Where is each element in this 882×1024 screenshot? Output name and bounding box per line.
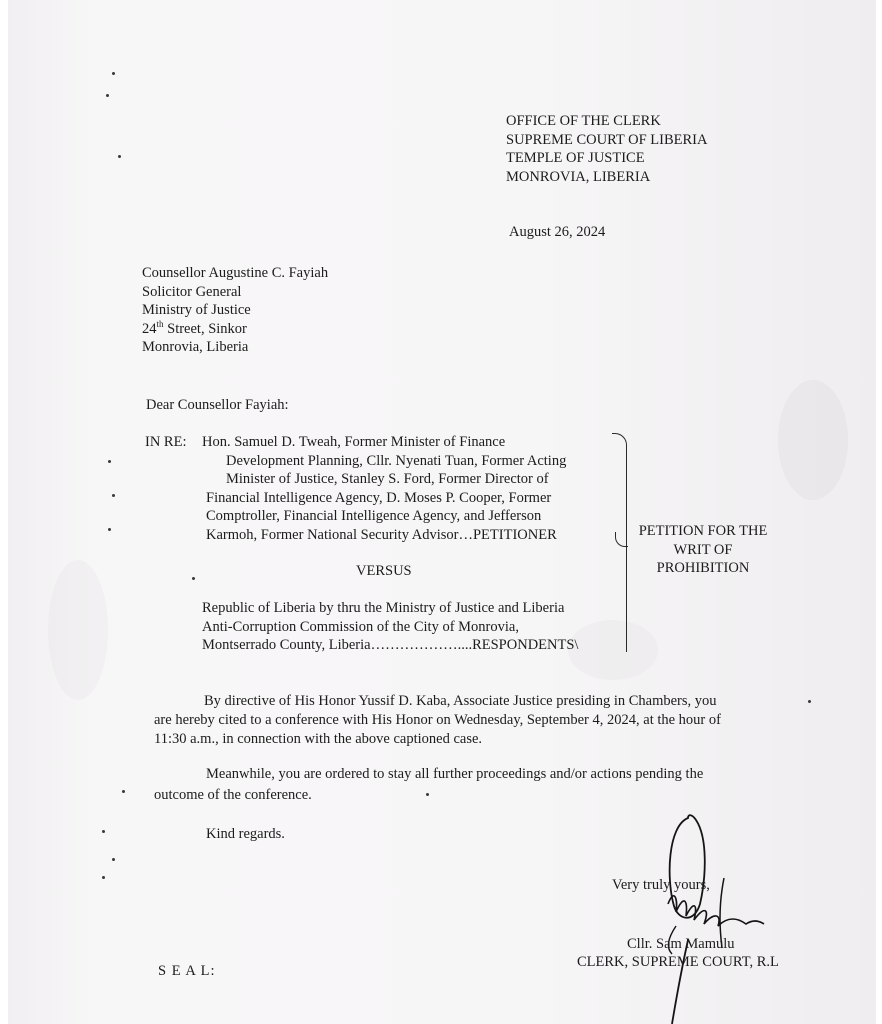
respondent-line: Anti-Corruption Commission of the City of Monrovia,: [202, 618, 519, 635]
petition-line: WRIT OF: [673, 541, 733, 558]
addressee-name: Counsellor Augustine C. Fayiah: [142, 265, 329, 281]
body-paragraph-2-line-2: outcome of the conference.: [154, 787, 312, 803]
in-re-label: IN RE:: [145, 434, 187, 450]
letterhead-line: OFFICE OF THE CLERK: [506, 113, 661, 129]
letterhead-line: MONROVIA, LIBERIA: [506, 168, 651, 185]
addressee-street: [142, 320, 328, 339]
valediction: Very truly yours,: [612, 877, 710, 893]
petition-line: PETITION FOR THE: [638, 523, 768, 539]
salutation: Dear Counsellor Fayiah:: [146, 397, 289, 413]
speck: [192, 577, 195, 580]
speck: [108, 528, 111, 531]
petitioner-line: Karmoh, Former National Security Advisor…PETITIONER: [206, 526, 557, 543]
addressee-org: Ministry of Justice: [142, 302, 251, 318]
body-paragraph-1-line-2: are hereby cited to a conference with His Honor on Wednesday, September 4, 2024, at the hour of: [154, 712, 721, 728]
respondent-line: Montserrado County, Liberia………………....RESPONDENTS\: [202, 637, 579, 653]
street-name: Street, Sinkor: [163, 320, 247, 337]
paper-smudge: [48, 560, 108, 700]
letter-date: August 26, 2024: [509, 224, 606, 240]
handwritten-signature: [648, 808, 778, 1024]
petition-line: PROHIBITION: [656, 560, 750, 576]
seal-label: S E A L:: [158, 963, 216, 979]
speck: [108, 460, 111, 463]
paper-smudge: [778, 380, 848, 500]
speck: [122, 790, 125, 793]
petition-label: [628, 522, 778, 578]
speck: [112, 72, 115, 75]
speck: [106, 94, 109, 97]
street-number: 24: [142, 320, 157, 337]
petitioner-line: Development Planning, Cllr. Nyenati Tuan, Former Acting: [226, 452, 567, 469]
petitioner-line: Hon. Samuel D. Tweah, Former Minister of Finance: [202, 434, 506, 450]
respondent-line: Republic of Liberia by thru the Ministry of Justice and Liberia: [202, 600, 565, 616]
addressee-title: Solicitor General: [142, 283, 242, 300]
body-paragraph-1-line-1: By directive of His Honor Yussif D. Kaba, Associate Justice presiding in Chambers, you: [204, 693, 717, 709]
addressee-block: [142, 264, 328, 357]
letter-page: [8, 0, 876, 1024]
versus-label: VERSUS: [356, 563, 412, 579]
closing: Kind regards.: [206, 826, 285, 842]
petitioner-line: Minister of Justice, Stanley S. Ford, Former Director of: [226, 471, 549, 487]
speck: [112, 494, 115, 497]
petitioner-block: [202, 433, 566, 544]
addressee-city: Monrovia, Liberia: [142, 339, 249, 355]
street-suffix: th: [156, 318, 164, 329]
letterhead-line: SUPREME COURT OF LIBERIA: [506, 131, 708, 148]
speck: [102, 830, 105, 833]
speck: [102, 876, 105, 879]
letterhead: [506, 112, 708, 186]
speck: [112, 858, 115, 861]
body-paragraph-1-line-3: 11:30 a.m., in connection with the above captioned case.: [154, 731, 483, 747]
petitioner-line: Financial Intelligence Agency, D. Moses P. Cooper, Former: [206, 489, 552, 506]
speck: [426, 793, 429, 796]
signer-name: Cllr. Sam Mamulu: [627, 936, 735, 952]
body-paragraph-2-line-1: Meanwhile, you are ordered to stay all further proceedings and/or actions pending the: [206, 766, 704, 782]
speck: [808, 700, 811, 703]
speck: [118, 155, 121, 158]
letterhead-line: TEMPLE OF JUSTICE: [506, 150, 645, 166]
signer-title: CLERK, SUPREME COURT, R.L: [577, 954, 779, 970]
petitioner-line: Comptroller, Financial Intelligence Agency, and Jefferson: [206, 508, 542, 524]
respondent-block: [202, 599, 578, 655]
